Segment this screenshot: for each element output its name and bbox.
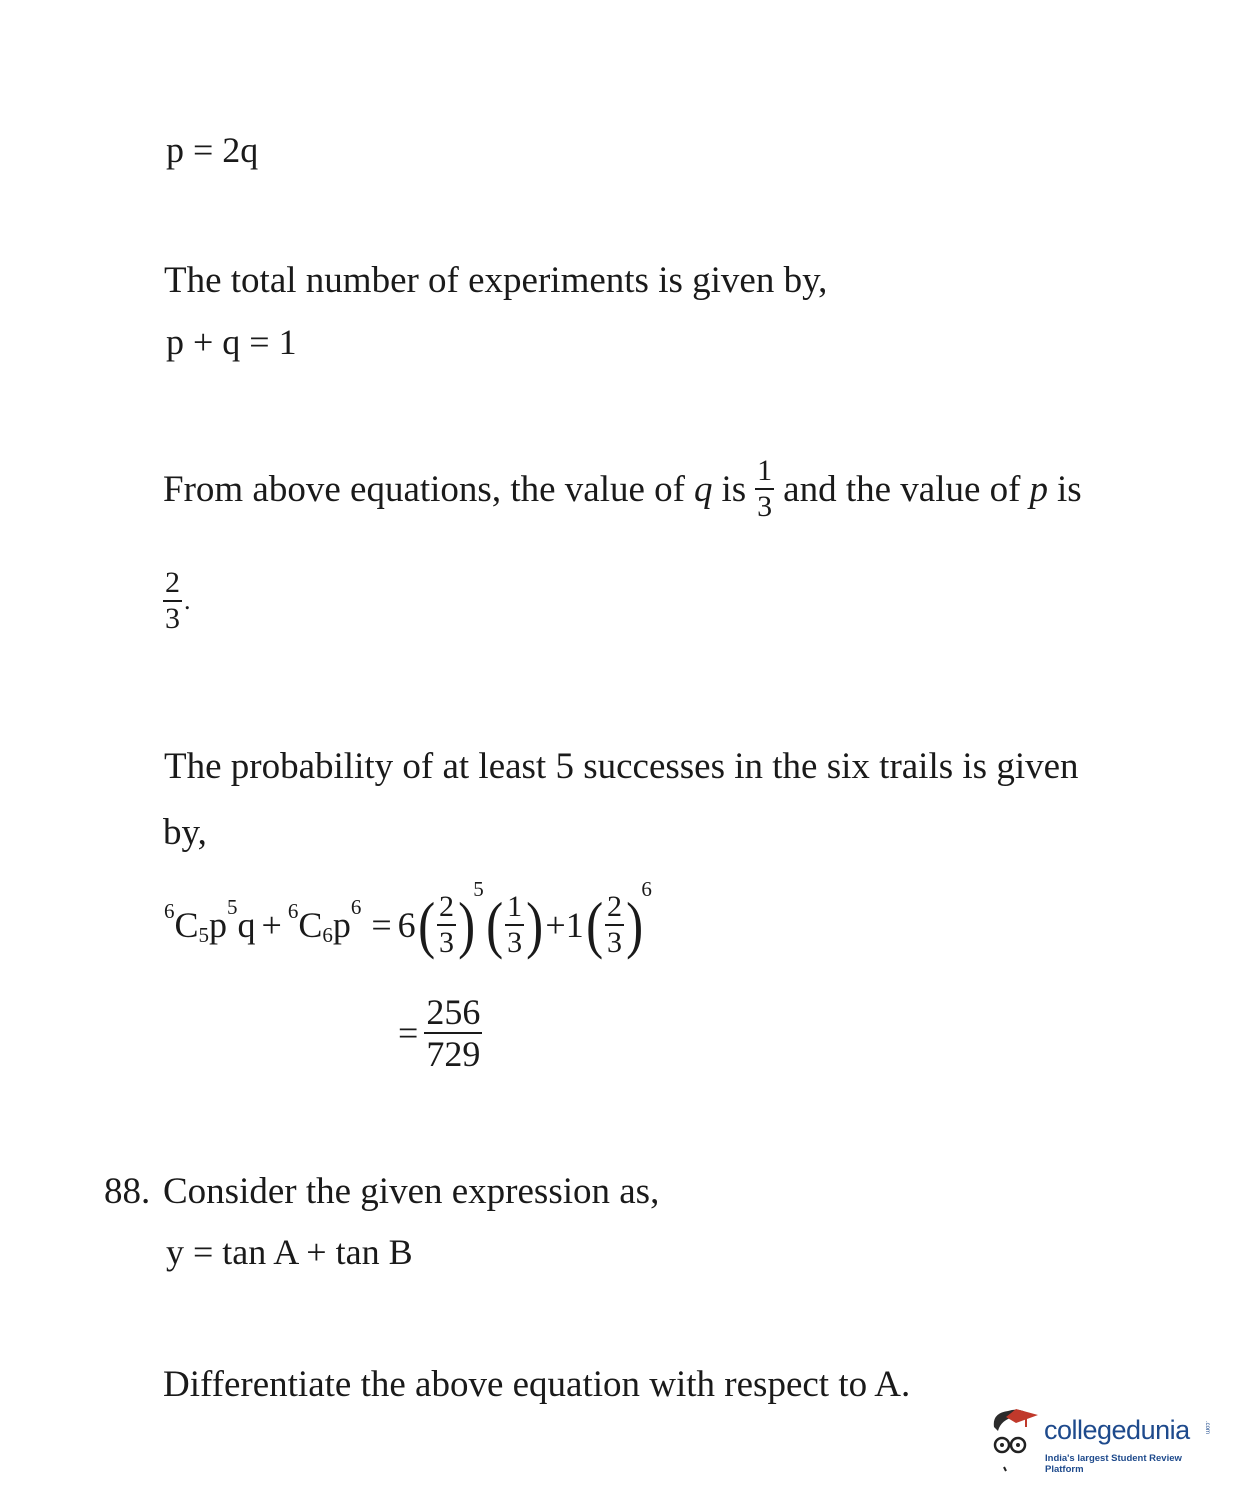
formula-plus-1: +1 — [545, 905, 584, 945]
close-paren: ) — [458, 889, 476, 960]
formula-fraction-2-den: 3 — [507, 926, 523, 959]
fraction-p-value-line — [163, 568, 191, 634]
result-fraction — [424, 994, 482, 1072]
formula-equals: = — [371, 905, 392, 945]
question-number: 88. — [104, 1171, 151, 1212]
values-text-b: and the value of — [783, 468, 1021, 510]
close-paren: ) — [626, 889, 644, 960]
formula-sup-5: 5 — [227, 894, 238, 919]
close-paren: ) — [526, 889, 544, 960]
open-paren: ( — [585, 889, 603, 960]
mascot-icon — [986, 1405, 1044, 1475]
fraction-q-value — [755, 456, 774, 522]
logo-name: collegedunia — [1044, 1415, 1190, 1445]
formula-fraction-3 — [605, 892, 624, 958]
formula-plus: + — [261, 905, 282, 945]
question-text: Consider the given expression as, — [163, 1171, 660, 1212]
fraction-p-value — [163, 568, 182, 634]
fraction-q-denominator: 3 — [757, 490, 773, 523]
formula-exp-5: 5 — [473, 876, 484, 901]
logo-tagline: India's largest Student Review Platform — [1045, 1453, 1182, 1475]
result-equals: = — [398, 1013, 419, 1053]
formula-fraction-3-den: 3 — [607, 926, 623, 959]
paragraph-probability: The probability of at least 5 successes in the six trails is given — [164, 746, 1079, 787]
formula-pre-6b: 6 — [287, 898, 299, 923]
result-denominator: 729 — [426, 1034, 481, 1074]
formula-sub-6: 6 — [322, 922, 333, 947]
open-paren: ( — [417, 889, 435, 960]
result-numerator: 256 — [426, 992, 481, 1032]
paragraph-probability-cont: by, — [163, 812, 207, 853]
equation-p-plus-q: p + q = 1 — [166, 322, 297, 362]
collegedunia-logo — [986, 1405, 1212, 1475]
equation-p-2q: p = 2q — [166, 130, 259, 170]
formula-coef-6: 6 — [397, 905, 416, 945]
paragraph-differentiate: Differentiate the above equation with respect to A. — [163, 1364, 911, 1405]
values-text-a: From above equations, the value of — [163, 468, 685, 510]
formula-fraction-1-num: 2 — [438, 890, 454, 923]
formula-pre-6a: 6 — [164, 898, 175, 923]
formula-C5: C — [174, 905, 199, 945]
fraction-p-denominator: 3 — [165, 602, 180, 635]
variable-q: q — [693, 468, 713, 510]
open-paren: ( — [485, 889, 503, 960]
formula-fraction-2 — [505, 892, 524, 958]
formula-fraction-3-num: 2 — [607, 890, 623, 923]
formula-exp-6: 6 — [641, 876, 652, 901]
binomial-formula — [164, 876, 652, 970]
values-text-is: is — [721, 468, 747, 510]
formula-p5: p — [209, 905, 228, 945]
paragraph-total-experiments: The total number of experiments is given by, — [164, 260, 828, 301]
paragraph-values — [163, 456, 1082, 522]
fraction-p-numerator: 2 — [165, 566, 180, 599]
period: . — [184, 586, 191, 615]
formula-fraction-1 — [437, 892, 456, 958]
variable-p: p — [1029, 468, 1048, 510]
logo-suffix: .com — [1204, 1421, 1210, 1435]
formula-sup-6: 6 — [350, 894, 362, 919]
formula-fraction-1-den: 3 — [438, 926, 454, 959]
formula-result — [398, 994, 482, 1072]
formula-fraction-2-num: 1 — [507, 890, 523, 923]
formula-sub-5: 5 — [198, 922, 210, 947]
equation-y-tan: y = tan A + tan B — [166, 1232, 413, 1272]
formula-p6: p — [332, 905, 351, 945]
fraction-q-numerator: 1 — [757, 454, 773, 487]
formula-q: q — [237, 905, 256, 945]
formula-C6: C — [298, 905, 323, 945]
values-text-is2: is — [1057, 468, 1082, 510]
